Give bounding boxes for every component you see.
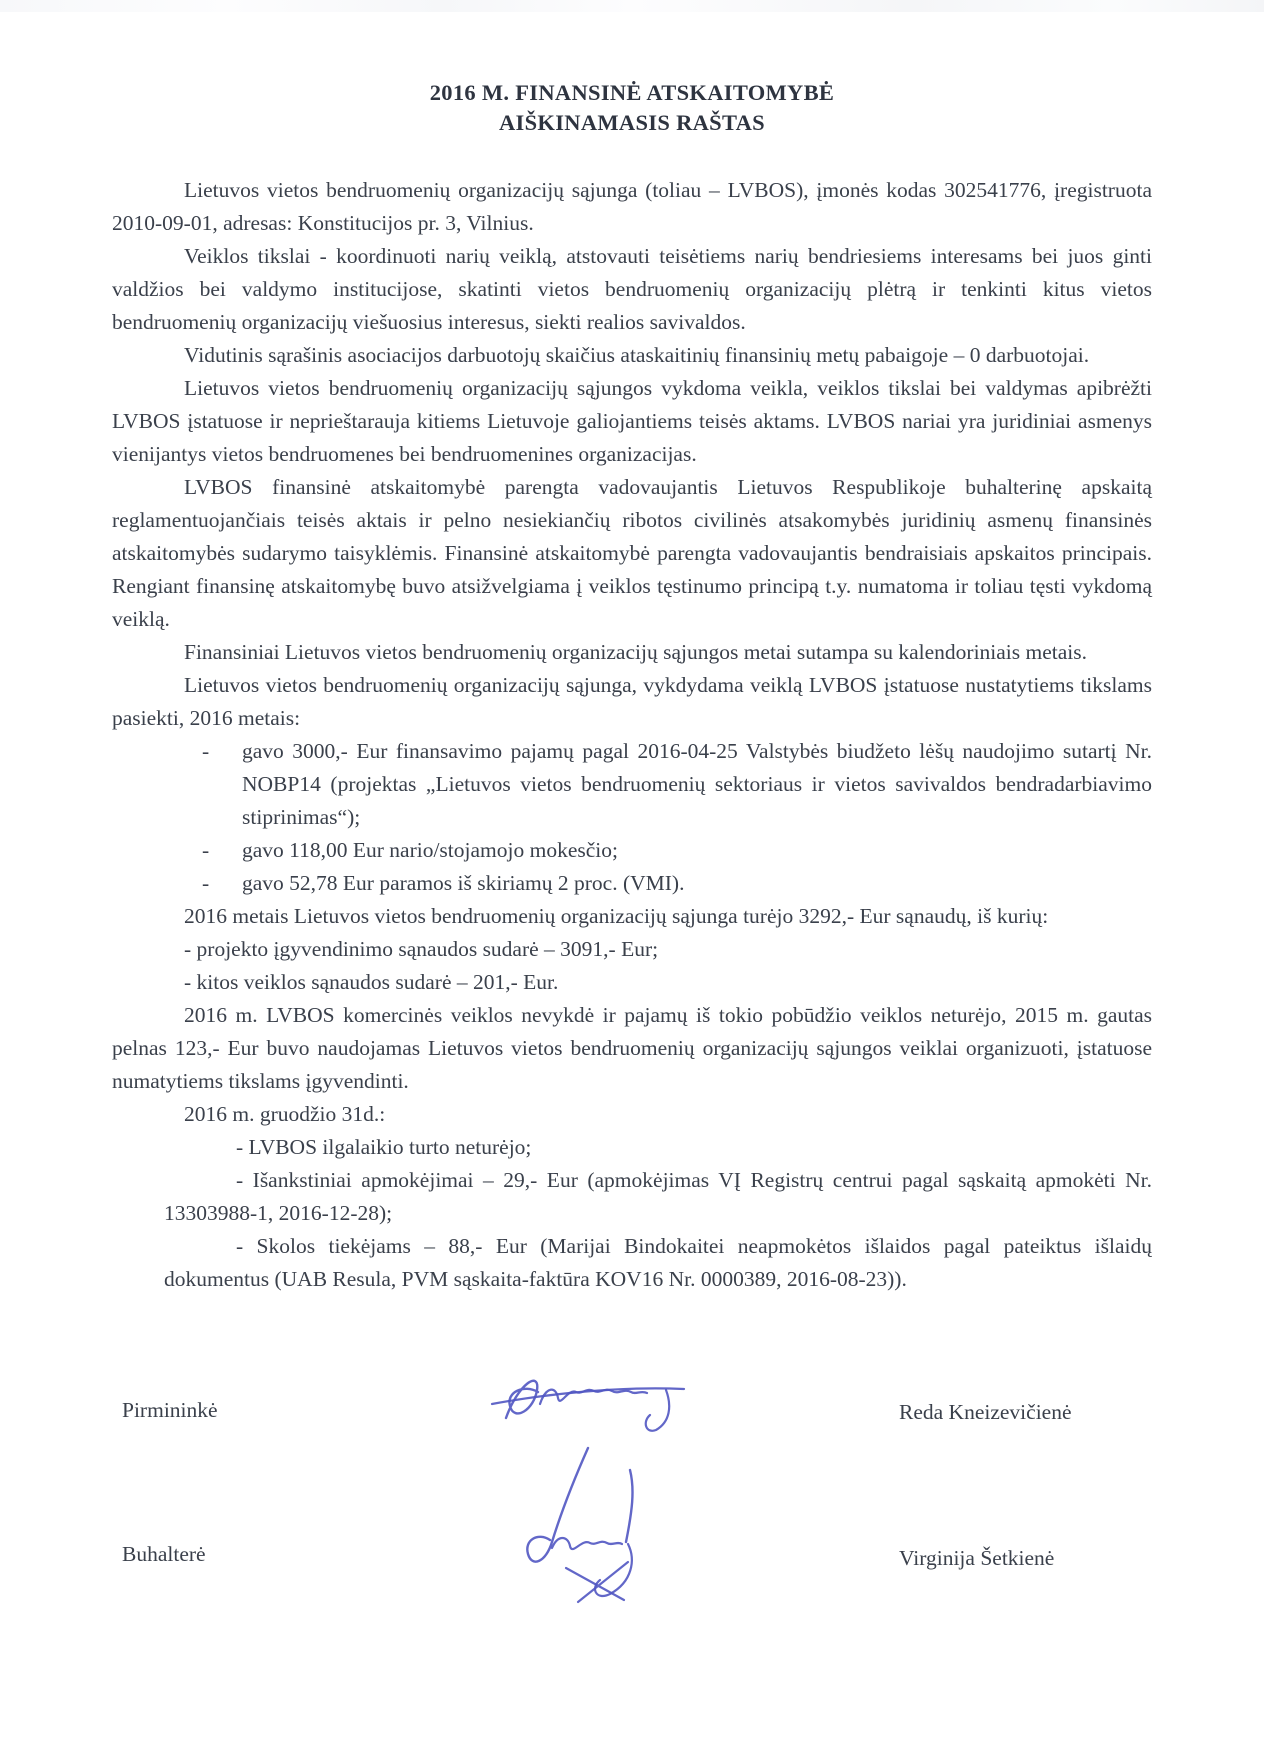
signer-name-accountant: Virginija Šetkienė (899, 1546, 1055, 1570)
document-title-line2: AIŠKINAMASIS RAŠTAS (499, 110, 765, 135)
expense-line: - projekto įgyvendinimo sąnaudos sudarė – 3091,- Eur; (184, 937, 659, 961)
income-list (112, 735, 1152, 900)
paragraph: Veiklos tikslai - koordinuoti narių veiklą, atstovauti teisėtiems narių bendriesiems interesams bei juos ginti valdžios bei valdymo institucijose, skatinti vietos bendruomenių organizacijų plėtrą ir tenkinti kitus vietos bendruomenių organizacijų viešuosius interesus, siekti realios savivaldos. (112, 244, 1152, 334)
scanner-edge-artifact (0, 0, 1264, 12)
signer-role-chairwoman: Pirmininkė (122, 1398, 218, 1422)
paragraph: Vidutinis sąrašinis asociacijos darbuotojų skaičius ataskaitinių finansinių metų pabaigoje – 0 darbuotojai. (184, 343, 1090, 367)
balance-item: - Išankstiniai apmokėjimai – 29,- Eur (apmokėjimas VĮ Registrų centrui pagal sąskaitą apmokėti Nr. 13303988-1, 2016-12-28); (164, 1168, 1152, 1225)
paragraph: LVBOS finansinė atskaitomybė parengta vadovaujantis Lietuvos Respublikoje buhalterinę apskaitą reglamentuojančiais teisės aktais ir pelno nesiekiančių ribotos civilinės atsakomybės juridinių asmenų finansinės atskaitomybės sudarymo taisyklėmis. Finansinė atskaitomybė parengta vadovaujantis bendraisiais apskaitos principais. Rengiant finansinę atskaitomybę buvo atsižvelgiama į veiklos tęstinumo principą t.y. numatoma ir toliau tęsti vykdomą veiklą. (112, 475, 1152, 631)
document-title (112, 78, 1152, 138)
dash-bullet: - (202, 871, 210, 895)
expense-line: - kitos veiklos sąnaudos sudarė – 201,- Eur. (184, 970, 559, 994)
paragraph: Lietuvos vietos bendruomenių organizacijų sąjungos vykdoma veikla, veiklos tikslai bei valdymas apibrėžti LVBOS įstatuose ir neprieštarauja kitiems Lietuvoje galiojantiems teisės aktams. LVBOS nariai yra juridiniai asmenys vienijantys vietos bendruomenes bei bendruomenines organizacijas. (112, 376, 1152, 466)
list-item: - gavo 118,00 Eur nario/stojamojo mokesčio; (202, 834, 1152, 867)
date-heading: 2016 m. gruodžio 31d.: (184, 1102, 386, 1126)
dash-bullet: - (202, 739, 210, 763)
paragraph: Lietuvos vietos bendruomenių organizacijų sąjunga, vykdydama veiklą LVBOS įstatuose nustatytiems tikslams pasiekti, 2016 metais: (112, 673, 1152, 730)
list-item: - gavo 52,78 Eur paramos iš skiriamų 2 proc. (VMI). (202, 867, 1152, 900)
chairwoman-signature-ink (484, 1354, 694, 1454)
balance-item: - LVBOS ilgalaikio turto neturėjo; (236, 1135, 532, 1159)
accountant-signature-ink (490, 1442, 670, 1607)
paragraph: Finansiniai Lietuvos vietos bendruomenių organizacijų sąjungos metai sutampa su kalendoriniais metais. (184, 640, 1088, 664)
signer-name-chairwoman: Reda Kneizevičienė (899, 1400, 1072, 1424)
balance-item: - Skolos tiekėjams – 88,- Eur (Marijai Bindokaitei neapmokėtos išlaidos pagal pateiktus išlaidų dokumentus (UAB Resula, PVM sąskaita-faktūra KOV16 Nr. 0000389, 2016-08-23)). (164, 1234, 1152, 1291)
paragraph: 2016 m. LVBOS komercinės veiklos nevykdė ir pajamų iš tokio pobūdžio veiklos neturėjo, 2015 m. gautas pelnas 123,- Eur buvo naudojamas Lietuvos vietos bendruomenių organizacijų sąjungos veiklai organizuoti, įstatuose numatytiems tikslams įgyvendinti. (112, 1003, 1152, 1093)
list-item: - gavo 3000,- Eur finansavimo pajamų pagal 2016-04-25 Valstybės biudžeto lėšų naudojimo sutartį Nr. NOBP14 (projektas „Lietuvos vietos bendruomenių sektoriaus ir vietos savivaldos bendradarbiavimo stiprinimas“); (202, 735, 1152, 834)
paragraph: Lietuvos vietos bendruomenių organizacijų sąjunga (toliau – LVBOS), įmonės kodas 302541776, įregistruota 2010-09-01, adresas: Konstitucijos pr. 3, Vilnius. (112, 178, 1152, 235)
signature-block (112, 1346, 1152, 1646)
dash-bullet: - (202, 838, 210, 862)
document-body (112, 174, 1152, 1296)
document-title-line1: 2016 M. FINANSINĖ ATSKAITOMYBĖ (429, 80, 835, 105)
paragraph: 2016 metais Lietuvos vietos bendruomenių organizacijų sąjunga turėjo 3292,- Eur sąnaudų, iš kurių: (184, 904, 1049, 928)
signer-role-accountant: Buhalterė (122, 1542, 206, 1566)
